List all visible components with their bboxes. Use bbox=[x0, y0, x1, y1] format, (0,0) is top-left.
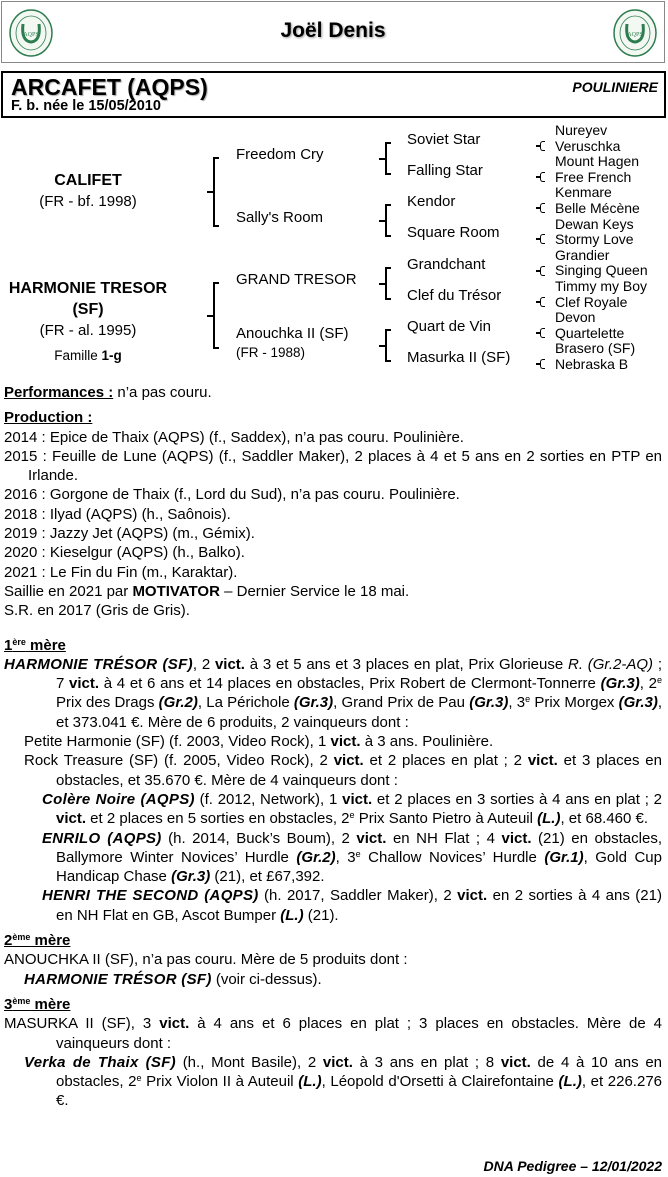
pedigree-grandparent-note: (FR - 1988) bbox=[236, 345, 306, 360]
text-segment: ANOUCHKA II (SF), n’a pas couru. Mère de 5 produits dont : bbox=[4, 951, 408, 969]
text-segment: , et 226.276 €. bbox=[56, 1073, 663, 1110]
bold-text: vict. bbox=[159, 1015, 190, 1033]
paragraph bbox=[4, 790, 662, 829]
sire-name: CALIFET bbox=[54, 172, 122, 189]
text-segment: , et 373.041 €. Mère de 6 produits, 2 vainqueurs dont : bbox=[56, 694, 662, 731]
text-segment: (voir ci-dessus). bbox=[211, 970, 322, 988]
svg-text:AQPS: AQPS bbox=[627, 32, 643, 38]
text-segment: (Gr.2) bbox=[158, 694, 198, 712]
text-segment: (Gr.2-AQ) bbox=[587, 655, 654, 673]
page-header bbox=[1, 1, 665, 63]
text-segment: 2020 : Kieselgur (AQPS) (h., Balko). bbox=[4, 544, 245, 562]
text-segment: en NH Flat ; 4 bbox=[386, 829, 502, 847]
text-segment: n’a pas couru. bbox=[113, 384, 212, 401]
pedigree-grandparent: Freedom Cry bbox=[236, 146, 324, 163]
bold-text: MOTIVATOR bbox=[132, 582, 220, 600]
pedigree-ancestor-gen4: Stormy Love bbox=[555, 231, 634, 248]
horse-name-text: HARMONIE TRÉSOR (SF) bbox=[4, 655, 193, 673]
text-segment: MASURKA II (SF), 3 bbox=[4, 1015, 160, 1033]
text-segment: (Gr.3) bbox=[469, 694, 509, 712]
pedigree-ancestor-gen4: Grandier bbox=[555, 246, 610, 263]
pedigree-ancestor-gen4: Singing Queen bbox=[555, 262, 648, 279]
text-segment: ème bbox=[12, 995, 31, 1006]
text-segment: et 2 places en 3 sorties à 4 ans en plat ; 2 bbox=[372, 790, 662, 808]
bracket bbox=[385, 267, 391, 300]
text-segment: et 2 places en 5 sorties en obstacles, 2 bbox=[86, 810, 350, 828]
pedigree-great-grandparent: Masurka II (SF) bbox=[407, 349, 511, 366]
text-segment: et 3 places en obstacles, et 35.670 €. Mère de 4 vainqueurs dont : bbox=[56, 752, 662, 789]
text-segment: 2014 : Epice de Thaix (AQPS) (f., Saddex), n’a pas couru. Poulinière. bbox=[4, 428, 464, 446]
section-heading bbox=[4, 931, 662, 950]
text-segment: , 2 bbox=[639, 675, 657, 693]
pedigree-great-grandparent: Soviet Star bbox=[407, 131, 481, 148]
paragraph bbox=[4, 582, 662, 601]
small-bracket bbox=[540, 328, 545, 338]
text-segment: – Dernier Service le 18 mai. bbox=[219, 582, 410, 600]
pedigree-ancestor-gen4: Clef Royale bbox=[555, 293, 628, 310]
text-segment: (21) en obstacles, Ballymore Winter Novices’ Hurdle bbox=[56, 829, 662, 866]
text-segment: e bbox=[525, 694, 531, 705]
bold-text: vict. bbox=[69, 675, 100, 693]
text-segment: 2018 : Ilyad (AQPS) (h., Saônois). bbox=[4, 505, 231, 523]
text-segment: 2019 : Jazzy Jet (AQPS) (m., Gémix). bbox=[4, 525, 255, 543]
text-segment: e bbox=[349, 810, 355, 821]
dam-info: (FR - al. 1995) bbox=[39, 322, 137, 339]
text-segment: à 3 ans en plat ; 8 bbox=[352, 1053, 501, 1071]
small-bracket bbox=[540, 359, 545, 369]
page-title: Joël Denis bbox=[280, 19, 386, 42]
text-segment: (Gr.3) bbox=[618, 694, 658, 712]
bold-text: vict. bbox=[330, 733, 361, 751]
paragraph bbox=[4, 447, 662, 486]
horse-name-text: Colère Noire (AQPS) bbox=[42, 790, 195, 808]
pedigree-grandparent: Sally's Room bbox=[236, 209, 324, 226]
paragraph bbox=[4, 505, 662, 524]
section-heading bbox=[4, 408, 662, 427]
document-body bbox=[4, 383, 662, 1111]
text-segment: R. bbox=[567, 655, 583, 673]
pedigree-ancestor-gen4: Devon bbox=[555, 309, 596, 326]
text-segment: de 4 à 10 ans en obstacles, 2 bbox=[56, 1053, 663, 1091]
paragraph bbox=[4, 543, 662, 562]
horse-birth-info: F. b. née le 15/05/2010 bbox=[11, 98, 161, 114]
paragraph bbox=[4, 970, 662, 989]
pedigree-great-grandparent: Kendor bbox=[407, 193, 456, 210]
text-segment: , et 68.460 €. bbox=[560, 810, 649, 828]
pedigree-ancestor-gen4: Brasero (SF) bbox=[555, 340, 636, 357]
text-segment: (Gr.2) bbox=[296, 848, 336, 866]
text-segment: 2021 : Le Fin du Fin (m., Karaktar). bbox=[4, 563, 238, 581]
pedigree-ancestor-gen4: Quartelette bbox=[555, 324, 625, 341]
horse-status: POULINIERE bbox=[572, 79, 658, 95]
text-segment: e bbox=[136, 1073, 142, 1084]
section-heading bbox=[4, 995, 662, 1014]
bold-text: vict. bbox=[527, 752, 558, 770]
paragraph bbox=[4, 950, 662, 969]
text-segment: 2015 : Feuille de Lune (AQPS) (f., Saddler Maker), 2 places à 4 et 5 ans en 2 sorties en PTP en Irlande. bbox=[4, 447, 662, 485]
bold-text: vict. bbox=[501, 829, 532, 847]
text-segment: à 4 et 6 ans et 14 places en obstacles, Prix Robert de Clermont-Tonnerre bbox=[99, 675, 601, 693]
horse-name-text: Verka de Thaix (SF) bbox=[24, 1053, 176, 1071]
text-segment: Challow Novices’ Hurdle bbox=[360, 848, 545, 866]
text-segment: S.R. en 2017 (Gris de Gris). bbox=[4, 602, 190, 620]
text-segment: (L.) bbox=[558, 1073, 582, 1091]
bracket bbox=[213, 282, 219, 349]
text-segment: (L.) bbox=[298, 1073, 322, 1091]
text-segment: en 2 sorties à 4 ans (21) en NH Flat en GB, Ascot Bumper bbox=[56, 887, 662, 924]
text-segment: Production : bbox=[4, 409, 93, 427]
text-segment: (h. 2014, Buck’s Boum), 2 bbox=[161, 829, 357, 847]
pedigree-grandparent: Anouchka II (SF) bbox=[236, 325, 349, 342]
bracket bbox=[385, 329, 391, 362]
small-bracket bbox=[540, 141, 545, 151]
text-segment: Saillie en 2021 par bbox=[4, 582, 133, 600]
dam-name: HARMONIE TRESOR bbox=[8, 280, 168, 297]
dam-name-suffix: (SF) bbox=[72, 301, 104, 318]
paragraph bbox=[4, 524, 662, 543]
pedigree-great-grandparent: Clef du Trésor bbox=[407, 287, 502, 304]
paragraph bbox=[4, 886, 662, 925]
text-segment: 2 bbox=[4, 932, 13, 950]
text-segment: 2016 : Gorgone de Thaix (f., Lord du Sud), n’a pas couru. Poulinière. bbox=[4, 486, 460, 504]
paragraph bbox=[4, 655, 662, 732]
section-heading bbox=[4, 636, 662, 655]
horse-name: ARCAFET (AQPS) bbox=[11, 74, 208, 100]
family-label: Famille bbox=[54, 348, 102, 363]
small-bracket bbox=[540, 234, 545, 244]
pedigree-ancestor-gen4: Kenmare bbox=[555, 184, 612, 201]
text-segment: (Gr.1) bbox=[544, 848, 584, 866]
family-value: 1-g bbox=[101, 348, 122, 363]
text-segment: ; 7 bbox=[56, 655, 662, 693]
text-segment: Prix Violon II à Auteuil bbox=[141, 1073, 299, 1091]
text-segment: (L.) bbox=[537, 810, 561, 828]
pedigree-ancestor-gen4: Timmy my Boy bbox=[555, 278, 648, 294]
text-segment: Prix Morgex bbox=[530, 694, 619, 712]
paragraph bbox=[4, 829, 662, 887]
text-segment: (21). bbox=[303, 906, 339, 924]
text-segment: 1 bbox=[4, 636, 13, 654]
pedigree-ancestor-gen4: Belle Mécène bbox=[555, 200, 640, 216]
text-segment: Performances : bbox=[4, 384, 114, 401]
paragraph bbox=[4, 1053, 662, 1111]
text-segment: à 3 et 5 ans et 3 places en plat, Prix Glorieuse bbox=[244, 655, 568, 673]
paragraph bbox=[4, 1014, 662, 1053]
text-segment: Prix Santo Pietro à Auteuil bbox=[354, 810, 538, 828]
text-segment: (Gr.3) bbox=[600, 675, 640, 693]
horse-title-box bbox=[1, 71, 666, 118]
paragraph bbox=[4, 563, 662, 582]
text-segment: (h. 2017, Saddler Maker), 2 bbox=[258, 887, 458, 905]
pedigree-ancestor-gen4: Veruschka bbox=[555, 137, 621, 154]
text-segment: (h., Mont Basile), 2 bbox=[175, 1053, 323, 1071]
small-bracket bbox=[540, 266, 545, 276]
text-segment: ère bbox=[12, 636, 26, 647]
bold-text: vict. bbox=[333, 752, 364, 770]
horse-name-text: HARMONIE TRÉSOR (SF) bbox=[24, 970, 212, 988]
text-segment: Petite Harmonie (SF) (f. 2003, Video Rock), 1 bbox=[24, 733, 331, 751]
text-segment: e bbox=[355, 848, 361, 859]
bold-text: vict. bbox=[56, 810, 87, 828]
pedigree-great-grandparent: Quart de Vin bbox=[407, 318, 491, 335]
text-segment: , 2 bbox=[192, 655, 215, 673]
text-segment: e bbox=[657, 675, 663, 686]
text-segment: mère bbox=[30, 995, 71, 1013]
pedigree-ancestor-gen4: Free French bbox=[555, 168, 632, 185]
text-segment: 3 bbox=[4, 995, 13, 1013]
small-bracket bbox=[540, 297, 545, 307]
dam-family bbox=[0, 347, 176, 365]
pedigree-ancestor-gen4: Dewan Keys bbox=[555, 215, 634, 232]
paragraph bbox=[4, 485, 662, 504]
text-segment: (Gr.3) bbox=[293, 694, 334, 712]
pedigree-ancestor-gen4: Nebraska B bbox=[555, 356, 629, 372]
horse-name-text: HENRI THE SECOND (AQPS) bbox=[42, 887, 259, 905]
pedigree-ancestor-gen4: Nureyev bbox=[555, 122, 608, 138]
bracket bbox=[385, 142, 391, 175]
bold-text: vict. bbox=[214, 655, 245, 673]
text-segment: (Gr.3) bbox=[171, 868, 211, 886]
pedigree-great-grandparent: Square Room bbox=[407, 224, 500, 241]
bold-text: vict. bbox=[342, 790, 373, 808]
text-segment: ème bbox=[12, 932, 31, 943]
sire-info: (FR - bf. 1998) bbox=[39, 193, 137, 210]
paragraph bbox=[4, 383, 662, 402]
bracket bbox=[213, 157, 219, 227]
text-segment: (21), et £67,392. bbox=[210, 868, 325, 886]
footer-credit: DNA Pedigree – 12/01/2022 bbox=[483, 1158, 662, 1174]
paragraph bbox=[4, 751, 662, 790]
text-segment: , Grand Prix de Pau bbox=[333, 694, 470, 712]
text-segment: (f. 2012, Network), 1 bbox=[194, 790, 343, 808]
text-segment: mère bbox=[25, 636, 66, 654]
text-segment: , Gold Cup Handicap Chase bbox=[56, 848, 662, 886]
horse-name-text: ENRILO (AQPS) bbox=[42, 829, 162, 847]
bold-text: vict. bbox=[500, 1053, 531, 1071]
text-segment: , 3 bbox=[335, 848, 356, 866]
svg-text:AQPS: AQPS bbox=[23, 32, 39, 38]
pedigree-ancestor-gen4: Mount Hagen bbox=[555, 153, 640, 170]
paragraph bbox=[4, 601, 662, 620]
text-segment: , 3 bbox=[508, 694, 526, 712]
text-segment: mère bbox=[30, 932, 71, 950]
bold-text: vict. bbox=[322, 1053, 353, 1071]
text-segment: et 2 places en plat ; 2 bbox=[363, 752, 528, 770]
pedigree-grandparent: GRAND TRESOR bbox=[236, 271, 357, 288]
text-segment: à 4 ans et 6 places en plat ; 3 places en obstacles. Mère de 4 vainqueurs dont : bbox=[56, 1015, 662, 1052]
paragraph bbox=[4, 732, 662, 751]
bold-text: vict. bbox=[356, 829, 387, 847]
text-segment: Rock Treasure (SF) (f. 2005, Video Rock), 2 bbox=[24, 752, 334, 770]
text-segment: à 3 ans. Poulinière. bbox=[360, 733, 494, 751]
text-segment: , La Périchole bbox=[197, 694, 294, 712]
bracket bbox=[385, 204, 391, 237]
paragraph bbox=[4, 428, 662, 447]
text-segment: (L.) bbox=[280, 906, 304, 924]
text-segment: Prix des Drags bbox=[56, 694, 159, 712]
text-segment: , Léopold d'Orsetti à Clairefontaine bbox=[321, 1073, 559, 1091]
pedigree-great-grandparent: Falling Star bbox=[407, 162, 483, 179]
aqps-logo-right bbox=[612, 8, 658, 58]
small-bracket bbox=[540, 172, 545, 182]
bold-text: vict. bbox=[457, 887, 488, 905]
small-bracket bbox=[540, 203, 545, 213]
pedigree-great-grandparent: Grandchant bbox=[407, 256, 486, 273]
